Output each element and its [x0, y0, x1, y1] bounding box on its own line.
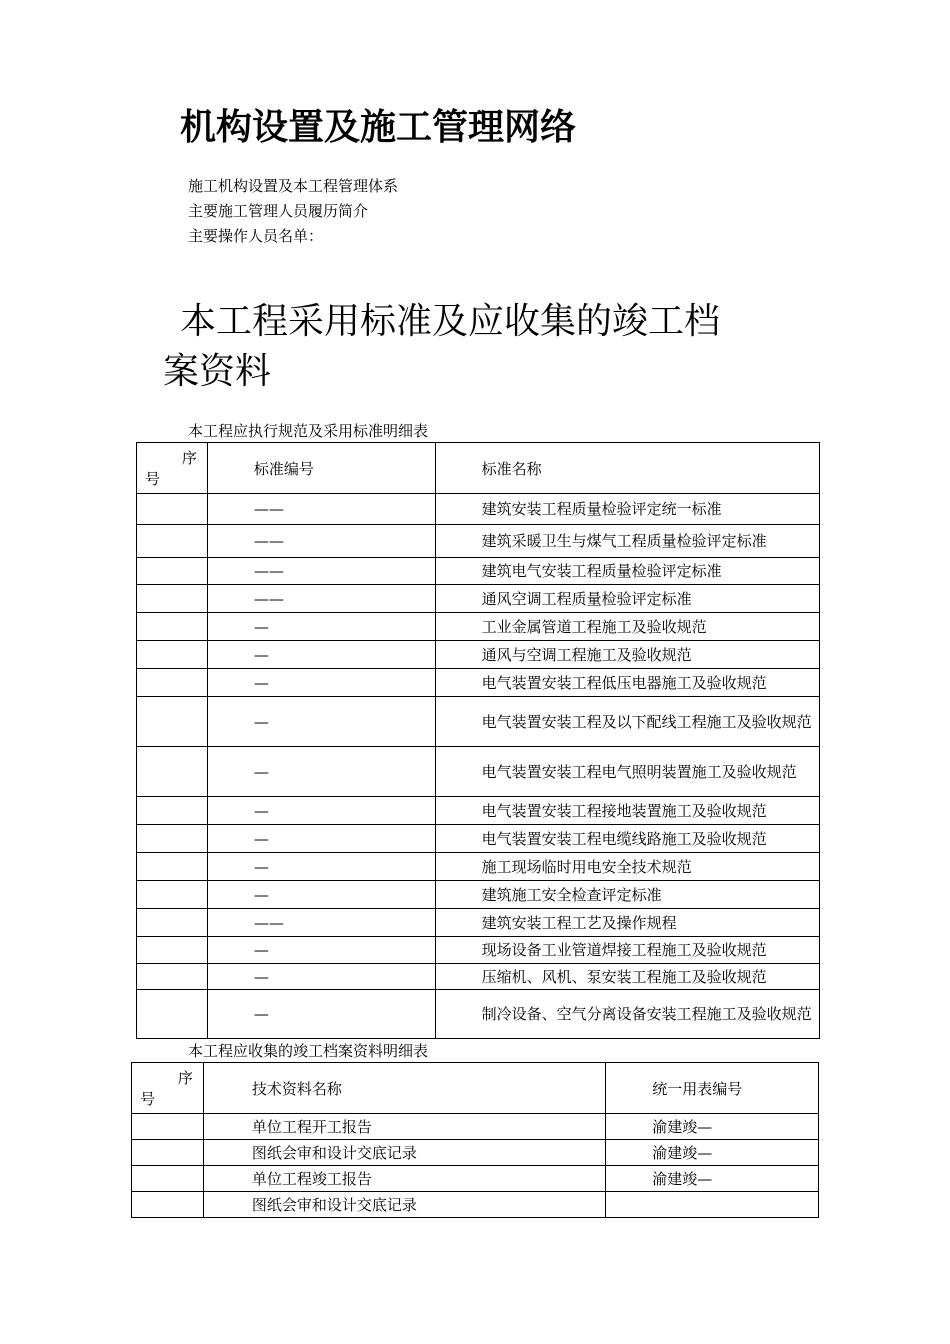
table2-header-seq — [132, 1063, 204, 1114]
table2-form-cell: 渝建竣— — [606, 1166, 819, 1192]
standard-name-text: 建筑施工安全检查评定标准 — [481, 885, 662, 904]
table1-seq-cell — [137, 494, 208, 525]
table1-seq-cell — [137, 881, 208, 909]
table2-name-cell: 图纸会审和设计交底记录 — [203, 1140, 605, 1166]
table2-header-seq-top: 序 — [177, 1069, 193, 1087]
table2-row — [132, 1140, 819, 1166]
table1-caption: 本工程应执行规范及采用标准明细表 — [188, 422, 429, 440]
table1-row — [137, 881, 820, 909]
table1-name-cell — [435, 585, 819, 613]
table2-seq-cell — [132, 1166, 204, 1192]
table1-code-cell: — — [207, 747, 435, 797]
table1-code-cell: — — [207, 613, 435, 641]
table2-form-cell: 渝建竣— — [606, 1114, 819, 1140]
table1-row — [137, 747, 820, 797]
standard-name-text: 电气装置安装工程电缆线路施工及验收规范 — [481, 829, 767, 848]
table1-row — [137, 797, 820, 825]
table1-name-cell — [435, 494, 819, 525]
table1-name-cell — [435, 797, 819, 825]
table1-name-cell — [435, 669, 819, 697]
table1-row — [137, 525, 820, 558]
table1-code-cell: —— — [207, 494, 435, 525]
table1-header-name: 标准名称 — [435, 443, 819, 494]
table2-name-cell: 图纸会审和设计交底记录 — [203, 1192, 605, 1218]
table1-name-cell — [435, 881, 819, 909]
standard-name-text: 建筑采暖卫生与煤气工程质量检验评定标准 — [481, 532, 767, 550]
table1-seq-cell — [137, 990, 208, 1039]
table1-seq-cell — [137, 937, 208, 964]
table1-name-cell — [435, 747, 819, 797]
table1-seq-cell — [137, 697, 208, 747]
standard-name-text: 电气装置安装工程电气照明装置施工及验收规范 — [481, 762, 797, 781]
standard-name-text: 压缩机、风机、泵安装工程施工及验收规范 — [481, 967, 767, 986]
table1-header-seq — [137, 443, 208, 494]
table1-seq-cell — [137, 797, 208, 825]
table1-row — [137, 909, 820, 937]
standard-name-text: 电气装置安装工程低压电器施工及验收规范 — [481, 673, 767, 692]
table2-form-cell — [606, 1192, 819, 1218]
standard-name-text: 电气装置安装工程及以下配线工程施工及验收规范 — [481, 712, 812, 731]
table1-name-cell — [435, 990, 819, 1039]
table2-seq-cell — [132, 1114, 204, 1140]
table1-row — [137, 558, 820, 585]
table1-code-cell: — — [207, 881, 435, 909]
table1-row — [137, 964, 820, 990]
table1-header-row — [137, 443, 820, 494]
table1-seq-cell — [137, 747, 208, 797]
table1-row — [137, 641, 820, 669]
table1-row — [137, 937, 820, 964]
table1-row — [137, 613, 820, 641]
table1-code-cell: —— — [207, 525, 435, 558]
standard-name-text: 工业金属管道工程施工及验收规范 — [481, 617, 707, 636]
table1-name-cell — [435, 558, 819, 585]
table1-code-cell: — — [207, 825, 435, 853]
standard-name-text: 通风空调工程质量检验评定标准 — [481, 589, 692, 608]
table1-seq-cell — [137, 853, 208, 881]
table1-name-cell — [435, 964, 819, 990]
table1-row — [137, 669, 820, 697]
table2-header-name: 技术资料名称 — [203, 1063, 605, 1114]
table1-seq-cell — [137, 909, 208, 937]
standard-name-text: 现场设备工业管道焊接工程施工及验收规范 — [481, 941, 767, 959]
table1-header-code: 标准编号 — [207, 443, 435, 494]
table1-row — [137, 697, 820, 747]
table1-code-cell: —— — [207, 558, 435, 585]
table1-seq-cell — [137, 525, 208, 558]
table1-seq-cell — [137, 641, 208, 669]
table1-row — [137, 853, 820, 881]
table1-code-cell: —— — [207, 909, 435, 937]
standard-name-text: 电气装置安装工程接地装置施工及验收规范 — [481, 801, 767, 820]
heading-standards-line2: 案资料 — [163, 351, 272, 392]
table2-header-form: 统一用表编号 — [606, 1063, 819, 1114]
archive-table — [131, 1062, 819, 1218]
table1-code-cell: — — [207, 853, 435, 881]
section1-line-2: 主要施工管理人员履历简介 — [188, 202, 369, 220]
table1-header-seq-top: 序 — [181, 449, 197, 467]
table2-row — [132, 1114, 819, 1140]
table2-caption: 本工程应收集的竣工档案资料明细表 — [188, 1042, 429, 1060]
table1-code-cell: — — [207, 641, 435, 669]
table1-code-cell: — — [207, 697, 435, 747]
table1-code-cell: — — [207, 797, 435, 825]
table1-seq-cell — [137, 825, 208, 853]
table1-name-cell — [435, 825, 819, 853]
standard-name-text: 制冷设备、空气分离设备安装工程施工及验收规范 — [481, 1005, 812, 1023]
table1-name-cell — [435, 641, 819, 669]
table1-row — [137, 585, 820, 613]
table1-name-cell — [435, 853, 819, 881]
table2-row — [132, 1192, 819, 1218]
table1-seq-cell — [137, 613, 208, 641]
table1-row — [137, 825, 820, 853]
table1-name-cell — [435, 697, 819, 747]
table1-row — [137, 990, 820, 1039]
table1-seq-cell — [137, 669, 208, 697]
standard-name-text: 施工现场临时用电安全技术规范 — [481, 857, 692, 876]
table2-row — [132, 1166, 819, 1192]
standards-table — [136, 442, 820, 1039]
heading-org-setup: 机构设置及施工管理网络 — [180, 107, 577, 148]
table1-name-cell — [435, 613, 819, 641]
table1-seq-cell — [137, 964, 208, 990]
table1-seq-cell — [137, 558, 208, 585]
section1-line-3: 主要操作人员名单： — [188, 227, 324, 245]
table1-code-cell: —— — [207, 585, 435, 613]
table1-code-cell: — — [207, 937, 435, 964]
table2-header-row — [132, 1063, 819, 1114]
table1-name-cell — [435, 525, 819, 558]
table1-code-cell: — — [207, 990, 435, 1039]
table2-form-cell: 渝建竣— — [606, 1140, 819, 1166]
standard-name-text: 通风与空调工程施工及验收规范 — [481, 645, 692, 664]
table1-name-cell — [435, 937, 819, 964]
table1-seq-cell — [137, 585, 208, 613]
table1-name-cell — [435, 909, 819, 937]
standard-name-text: 建筑电气安装工程质量检验评定标准 — [481, 562, 722, 580]
table2-seq-cell — [132, 1140, 204, 1166]
table2-name-cell: 单位工程开工报告 — [203, 1114, 605, 1140]
table1-code-cell: — — [207, 964, 435, 990]
table2-header-seq-bottom: 号 — [140, 1090, 156, 1108]
table2-seq-cell — [132, 1192, 204, 1218]
heading-standards-line1: 本工程采用标准及应收集的竣工档 — [180, 301, 721, 342]
standard-name-text: 建筑安装工程质量检验评定统一标准 — [481, 500, 722, 518]
table1-header-seq-bottom: 号 — [145, 470, 161, 488]
table1-row — [137, 494, 820, 525]
section1-line-1: 施工机构设置及本工程管理体系 — [188, 177, 399, 195]
table1-code-cell: — — [207, 669, 435, 697]
standard-name-text: 建筑安装工程工艺及操作规程 — [481, 913, 677, 932]
table2-name-cell: 单位工程竣工报告 — [203, 1166, 605, 1192]
